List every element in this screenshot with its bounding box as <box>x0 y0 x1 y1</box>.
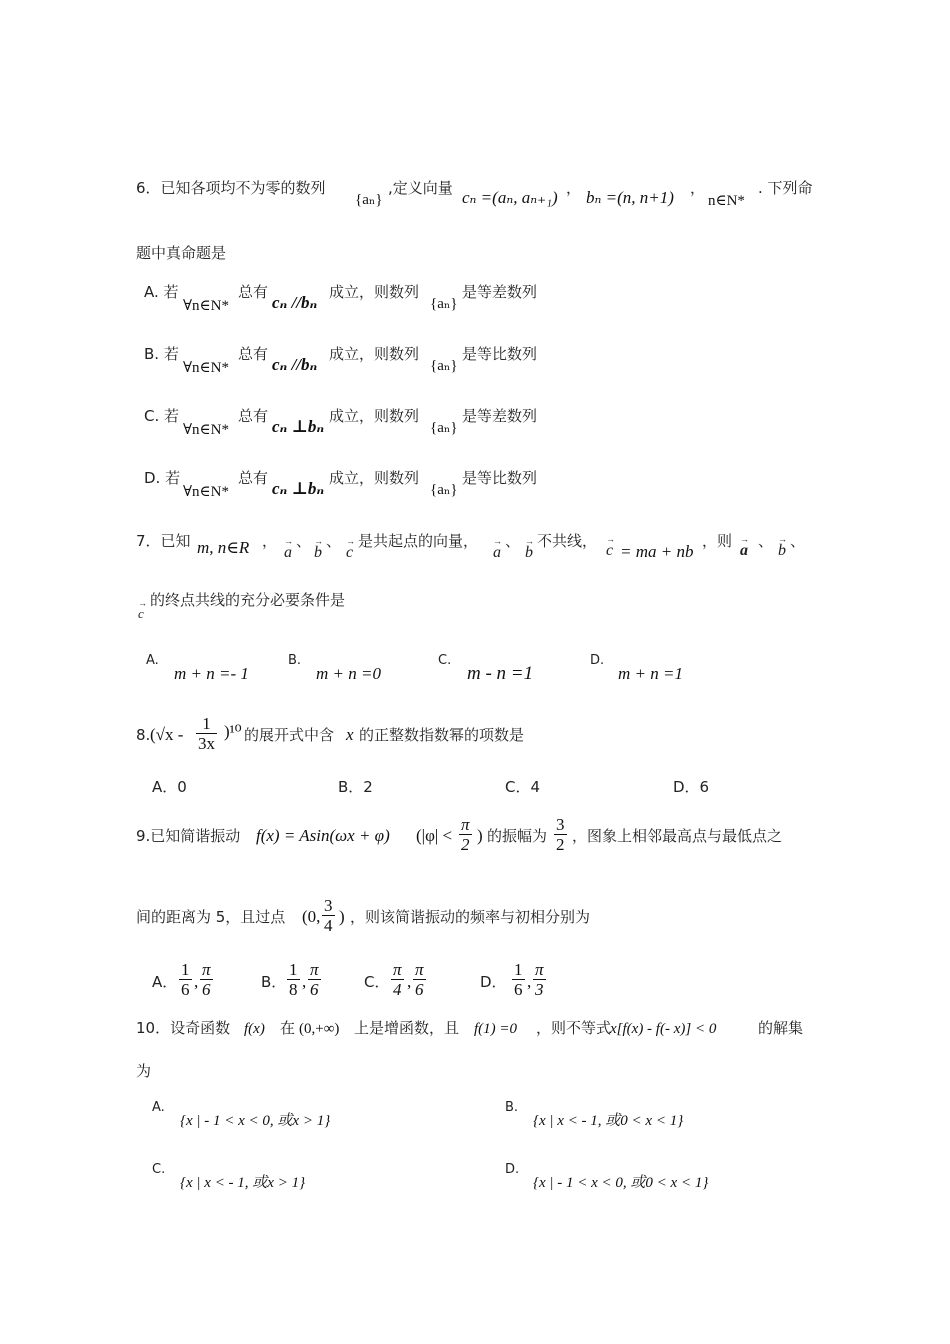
option-quantifier: ∀n∈N* <box>183 298 229 314</box>
fraction-numerator: 3 <box>324 896 333 915</box>
option-mid: 总有 <box>238 283 269 301</box>
q6-mid1: ,定义向量 <box>388 179 453 197</box>
fraction-denominator: 2 <box>461 835 470 854</box>
option-mid: 总有 <box>238 469 269 487</box>
q8-text: 的展开式中含 <box>244 726 335 744</box>
option-conclusion: 是等比数列 <box>462 469 538 487</box>
option-label: B. <box>288 653 302 668</box>
option-label: D. 若 <box>144 469 181 487</box>
q6-b-definition: bₙ =(n, n+1) <box>586 188 674 207</box>
q10-inequality: x[f(x) - f(- x)] < 0 <box>610 1021 717 1037</box>
separator: 、 <box>296 532 312 550</box>
option-mid: 总有 <box>238 407 269 425</box>
q6-comma2: ， <box>690 179 706 197</box>
fraction-numerator: π <box>202 960 211 979</box>
q6-n-domain: n∈N* <box>708 193 745 209</box>
fraction-denominator: 6 <box>181 980 190 999</box>
option-expression: m + n =1 <box>618 664 683 683</box>
q9-function: f(x) = Asin(ωx + φ) <box>256 826 390 845</box>
vector-a: → a <box>493 544 501 562</box>
option-expression: m - n =1 <box>467 663 534 684</box>
option-label: D. <box>505 1162 520 1177</box>
q10-head: 10．设奇函数 <box>136 1019 231 1037</box>
vector-b: → b <box>314 544 322 562</box>
option-mid: 总有 <box>238 345 269 363</box>
fraction-numerator: π <box>310 960 319 979</box>
option-label: C. <box>152 1162 166 1177</box>
fraction-numerator: 1 <box>202 714 211 733</box>
option-quantifier: ∀n∈N* <box>183 484 229 500</box>
option-expression: {x | - 1 < x < 0, 或0 < x < 1} <box>533 1175 709 1191</box>
fraction-numerator: 1 <box>289 960 298 979</box>
fraction-denominator: 6 <box>310 980 319 999</box>
q8-fraction <box>196 714 217 753</box>
option-expression: {x | x < - 1, 或0 < x < 1} <box>533 1113 684 1129</box>
q10-interval: (0,+∞) <box>299 1021 340 1037</box>
option-phase <box>413 960 426 999</box>
vector-b: → b <box>778 542 786 560</box>
fraction-denominator: 2 <box>556 835 565 854</box>
option-a: A．0 <box>152 778 187 796</box>
fraction-denominator: 6 <box>202 980 211 999</box>
q10-in: 在 <box>280 1019 296 1037</box>
option-d: D．6 <box>673 778 710 796</box>
option-label: A. <box>152 1100 165 1115</box>
q7-then: ，则 <box>702 532 733 550</box>
fraction-denominator: 8 <box>289 980 298 999</box>
fraction-denominator: 4 <box>393 980 402 999</box>
option-relation: cₙ //bₙ <box>272 293 318 312</box>
fraction-denominator: 6 <box>514 980 523 999</box>
q6-comma: ， <box>566 179 582 197</box>
fraction-denominator: 3x <box>198 734 215 753</box>
option-label: B. 若 <box>144 345 179 363</box>
option-phase <box>533 960 546 999</box>
option-c: C．4 <box>505 778 541 796</box>
option-label: D． <box>480 973 507 991</box>
q10-text3: 的解集 <box>758 1019 804 1037</box>
option-condition: 成立，则数列 <box>329 407 420 425</box>
q9-point-fraction <box>322 896 335 935</box>
option-frequency <box>391 960 404 999</box>
vector-c: → c <box>606 542 613 560</box>
q7-text1: 是共起点的向量， <box>358 532 479 550</box>
fraction-numerator: π <box>535 960 544 979</box>
option-expression: {x | x < - 1, 或x > 1} <box>180 1175 306 1191</box>
option-label: C. <box>438 653 452 668</box>
q9-head: 9.已知简谐振动 <box>136 827 241 845</box>
option-expression: {x | - 1 < x < 0, 或x > 1} <box>180 1113 331 1129</box>
q6-line2: 题中真命题是 <box>136 244 227 262</box>
q7-equation: = ma + nb <box>620 542 694 561</box>
q7-comma: ， <box>262 532 278 550</box>
option-relation: cₙ //bₙ <box>272 355 318 374</box>
q8-text2: 的正整数指数幂的项数是 <box>359 726 525 744</box>
fraction-numerator: 1 <box>181 960 190 979</box>
q9-condition-fraction <box>459 815 472 854</box>
option-quantifier: ∀n∈N* <box>183 360 229 376</box>
option-label: C. 若 <box>144 407 180 425</box>
option-relation: cₙ ⊥bₙ <box>272 479 325 498</box>
separator: 、 <box>758 532 774 550</box>
fraction-numerator: π <box>461 815 470 834</box>
q10-text2: ，则不等式 <box>536 1019 612 1037</box>
option-condition: 成立，则数列 <box>329 283 420 301</box>
option-phase <box>200 960 213 999</box>
option-relation: cₙ ⊥bₙ <box>272 417 325 436</box>
option-seq: {aₙ} <box>430 420 458 436</box>
fraction-denominator: 3 <box>535 980 544 999</box>
option-quantifier: ∀n∈N* <box>183 422 229 438</box>
q10-text1: 上是增函数，且 <box>354 1019 460 1037</box>
option-conclusion: 是等比数列 <box>462 345 538 363</box>
q8-expression-left: (√x - <box>150 725 184 744</box>
q6-seq: {aₙ} <box>355 192 383 208</box>
q9-condition-right: ) <box>477 826 483 845</box>
option-b: B．2 <box>338 778 373 796</box>
option-seq: {aₙ} <box>430 296 458 312</box>
q8-head: 8. <box>136 726 151 744</box>
q9-line2a: 间的距离为 5，且过点 <box>136 908 286 926</box>
q9-line2b: ，则该简谐振动的频率与初相分别为 <box>350 908 591 926</box>
vector-c: → c <box>346 544 353 562</box>
q8-expression-right: )¹⁰ <box>224 722 242 741</box>
q10-line2: 为 <box>136 1062 152 1080</box>
separator: 、 <box>505 532 521 550</box>
option-expression: m + n =- 1 <box>174 664 249 683</box>
option-label: D. <box>590 653 605 668</box>
option-frequency <box>179 960 192 999</box>
option-frequency <box>512 960 525 999</box>
fraction-numerator: 1 <box>514 960 523 979</box>
document-page: 6．已知各项均不为零的数列 {aₙ} ,定义向量 cₙ =(aₙ, aₙ₊₁) ， bₙ =(n, n+1) ， n∈N* . 下列命 题中真命题是 A. 若 ∀n∈N* 总有 cₙ //bₙ 成立，则数列 {aₙ} 是等差数列 B. 若 ∀n∈N* 总有 cₙ //bₙ 成立，则数列 {aₙ} 是等比数列 C. 若 ∀n∈N* 总有 cₙ ⊥bₙ 成立，则数列 {aₙ} 是等差数列 D. 若 ∀n∈N* 总有 cₙ ⊥bₙ 成立，则数列 {aₙ} 是等比数列 7．已知 m, n∈R ， → a 、 → b 、 → c 是共起点的向量， → a 、 → b 不共线， → c = ma + nb ，则 → a 、 → b 、 → c 的终点共线的充分必要条件是 A. m + n =- 1 B. m + n =0 C. m - n =1 D. m + n =1 8. (√x - $\frac{1}{3x}$ )¹⁰ 的展开式中含 x 的正整数指数幂的项数是 A．0 B．2 C．4 D．6 9.已知简谐振动 f(x) = Asin(ωx + φ) (|φ| < $\frac{\pi}{2}$ ) 的振幅为 $\frac{3}{2}$ ，图象上相邻最高点与最低点之 间的距离为 5，且过点 (0, $\frac{3}{4}$ ) ，则该简谐振动的频率与初相分别为 A． $\frac{1}{6}$ , $\frac{\pi}{6}$ B． $\frac{1}{8}$ , $\frac{\pi}{6}$ C． $\frac{\pi}{4}$ , $\frac{\pi}{6}$ D． $\frac{1}{6}$ , $\frac{\pi}{3}$ 10．设奇函数 f(x) 在 (0,+∞) 上是增函数，且 f(1) =0 ，则不等式 x[f(x) - f(- x)] < 0 的解集 为 A. {x | - 1 < x < 0, 或x > 1} B. {x | x < - 1, 或0 < x < 1} C. {x | x < - 1, 或x > 1} D. {x | - 1 < x < 0, 或0 < x < 1} <box>0 0 950 1344</box>
option-conclusion: 是等差数列 <box>462 283 538 301</box>
fraction-denominator: 4 <box>324 916 333 935</box>
option-label: C． <box>364 973 390 991</box>
option-frequency <box>287 960 300 999</box>
option-condition: 成立，则数列 <box>329 345 420 363</box>
option-seq: {aₙ} <box>430 358 458 374</box>
option-condition: 成立，则数列 <box>329 469 420 487</box>
option-label: B. <box>505 1100 519 1115</box>
vector-c: → c <box>138 606 144 622</box>
fraction-denominator: 6 <box>415 980 424 999</box>
q9-text1: 的振幅为 <box>487 827 548 845</box>
option-label: A. <box>146 653 159 668</box>
option-seq: {aₙ} <box>430 482 458 498</box>
q9-point-left: (0, <box>302 907 321 926</box>
q9-text2: ，图象上相邻最高点与最低点之 <box>572 827 783 845</box>
q9-amplitude-fraction <box>554 815 567 854</box>
fraction-numerator: π <box>393 960 402 979</box>
q10-f1: f(1) =0 <box>474 1021 518 1037</box>
separator: 、 <box>790 532 806 550</box>
q8-variable: x <box>346 725 354 744</box>
option-label: A． <box>152 973 178 991</box>
q7-domain: m, n∈R <box>197 538 250 557</box>
q7-text2: 不共线， <box>537 532 598 550</box>
q6-c-definition: cₙ =(aₙ, aₙ₊₁) <box>462 188 558 207</box>
separator: 、 <box>326 532 342 550</box>
vector-a: → a <box>740 542 748 560</box>
q10-function: f(x) <box>244 1021 265 1037</box>
q7-line2: 的终点共线的充分必要条件是 <box>150 591 346 609</box>
q7-head: 7．已知 <box>136 532 191 550</box>
option-label: B． <box>261 973 287 991</box>
fraction-numerator: 3 <box>556 815 565 834</box>
option-expression: m + n =0 <box>316 664 381 683</box>
q6-head: 6．已知各项均不为零的数列 <box>136 179 326 197</box>
q6-tail: . 下列命 <box>758 179 813 197</box>
option-conclusion: 是等差数列 <box>462 407 538 425</box>
q9-condition-left: (|φ| < <box>416 826 453 845</box>
option-label: A. 若 <box>144 283 179 301</box>
vector-a: → a <box>284 544 292 562</box>
q9-point-right: ) <box>339 907 345 926</box>
vector-b: → b <box>525 544 533 562</box>
fraction-numerator: π <box>415 960 424 979</box>
option-phase <box>308 960 321 999</box>
